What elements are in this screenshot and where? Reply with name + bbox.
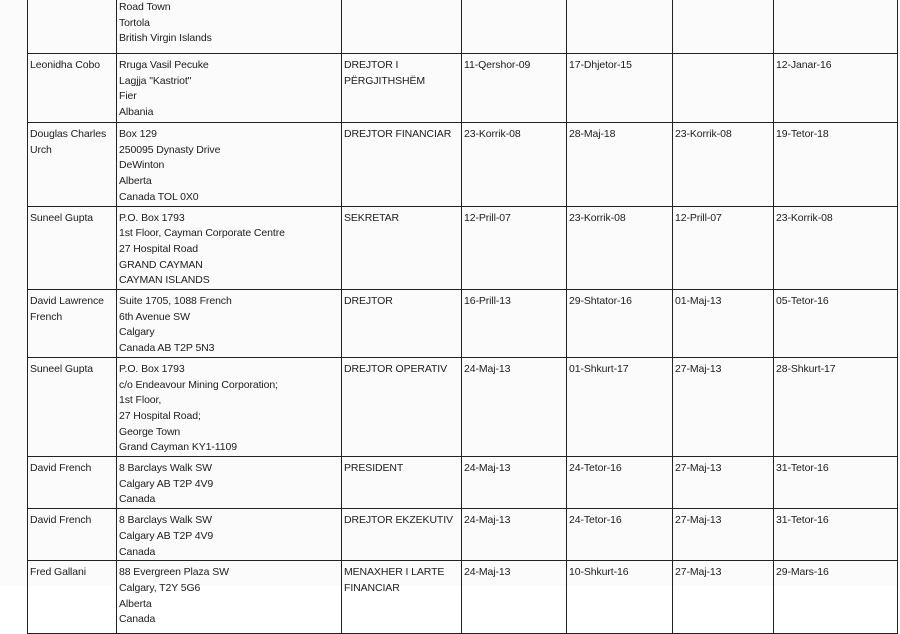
address-cell-line: Calgary <box>119 326 155 339</box>
position-cell-line: DREJTOR OPERATIV <box>344 362 448 375</box>
position-cell <box>342 0 462 54</box>
officer-name-cell-line: David French <box>30 462 92 475</box>
date-cell-4 <box>774 457 898 509</box>
officer-name-cell-line: Leonidha Cobo <box>30 59 100 71</box>
address-cell-line: 1st Floor, Cayman Corporate Centre <box>119 227 285 240</box>
address-cell-line: P.O. Box 1793 <box>119 362 185 375</box>
address-cell <box>117 509 342 561</box>
address-cell-line: Canada <box>119 493 156 506</box>
date-cell-1 <box>462 123 567 207</box>
date-cell-1-text: 23-Korrik-08 <box>464 128 521 140</box>
date-cell-4-text: 31-Tetor-16 <box>776 514 829 527</box>
address-cell-line: CAYMAN ISLANDS <box>119 274 210 287</box>
officer-name-cell-line: Douglas Charles <box>30 128 107 140</box>
address-cell-line: Albania <box>119 106 154 119</box>
date-cell-3 <box>673 509 774 561</box>
date-cell-4-text: 19-Tetor-18 <box>776 128 829 140</box>
date-cell-4 <box>774 0 898 54</box>
officer-name-cell <box>28 206 117 290</box>
date-cell-2 <box>567 357 673 456</box>
position-cell-line: MENAXHER I LARTE <box>344 566 445 579</box>
date-cell-3 <box>673 357 774 456</box>
date-cell-1-text: 24-Maj-13 <box>464 514 511 527</box>
address-cell-line: Grand Cayman KY1-1109 <box>119 441 237 454</box>
officers-table <box>27 0 898 634</box>
address-cell <box>117 206 342 290</box>
date-cell-4-text: 05-Tetor-16 <box>776 295 829 308</box>
address-cell-line: GRAND CAYMAN <box>119 258 203 271</box>
position-cell <box>342 357 462 456</box>
date-cell-3 <box>673 0 774 54</box>
officers-table-body <box>28 0 898 634</box>
table-row <box>28 290 898 358</box>
date-cell-4-text: 31-Tetor-16 <box>776 462 829 475</box>
date-cell-2 <box>567 509 673 561</box>
date-cell-1-text: 24-Maj-13 <box>464 462 511 475</box>
date-cell-1-text: 24-Maj-13 <box>464 566 511 579</box>
address-cell-line: P.O. Box 1793 <box>119 211 185 224</box>
officer-name-cell-line: Suneel Gupta <box>30 211 94 224</box>
date-cell-4 <box>774 509 898 561</box>
date-cell-3 <box>673 206 774 290</box>
date-cell-3 <box>673 123 774 207</box>
date-cell-1-text: 24-Maj-13 <box>464 362 511 375</box>
date-cell-4 <box>774 206 898 290</box>
position-cell <box>342 457 462 509</box>
table-row <box>28 509 898 561</box>
date-cell-3 <box>673 561 774 634</box>
date-cell-2-text: 24-Tetor-16 <box>569 514 622 527</box>
date-cell-2 <box>567 561 673 634</box>
address-cell <box>117 357 342 456</box>
address-cell <box>117 561 342 634</box>
address-cell-line: Canada <box>119 545 156 558</box>
date-cell-2 <box>567 290 673 358</box>
officer-name-cell <box>28 290 117 358</box>
address-cell-line: Lagjja "Kastriot" <box>119 74 192 87</box>
address-cell-line: Rruga Vasil Pecuke <box>119 59 209 71</box>
table-row <box>28 457 898 509</box>
address-cell <box>117 457 342 509</box>
date-cell-4 <box>774 357 898 456</box>
date-cell-2-text: 28-Maj-18 <box>569 128 616 140</box>
address-cell-line: Alberta <box>119 175 152 188</box>
address-cell-line: 250095 Dynasty Drive <box>119 143 221 156</box>
date-cell-2 <box>567 457 673 509</box>
date-cell-2 <box>567 0 673 54</box>
date-cell-2-text: 01-Shkurt-17 <box>569 362 629 375</box>
date-cell-3 <box>673 290 774 358</box>
officer-name-cell-line: David French <box>30 514 92 527</box>
date-cell-3-text: 27-Maj-13 <box>675 566 722 579</box>
date-cell-3-text: 27-Maj-13 <box>675 362 722 375</box>
address-cell <box>117 0 342 54</box>
address-cell-line: 6th Avenue SW <box>119 310 190 323</box>
date-cell-4-text: 29-Mars-16 <box>776 566 829 579</box>
date-cell-1 <box>462 457 567 509</box>
table-row <box>28 123 898 207</box>
address-cell-line: 27 Hospital Road <box>119 242 198 255</box>
address-cell-line: 8 Barclays Walk SW <box>119 462 212 475</box>
officer-name-cell <box>28 54 117 123</box>
date-cell-3-text: 23-Korrik-08 <box>675 128 732 140</box>
officer-name-cell <box>28 123 117 207</box>
address-cell-line: Tortola <box>119 16 150 29</box>
date-cell-4 <box>774 54 898 123</box>
date-cell-2-text: 17-Dhjetor-15 <box>569 59 632 71</box>
date-cell-4-text: 28-Shkurt-17 <box>776 362 836 375</box>
officer-name-cell <box>28 0 117 54</box>
position-cell-line: DREJTOR I <box>344 59 399 71</box>
date-cell-1 <box>462 290 567 358</box>
address-cell-line: Canada TOL 0X0 <box>119 190 199 203</box>
address-cell-line: 27 Hospital Road; <box>119 409 201 422</box>
address-cell-line: Calgary, T2Y 5G6 <box>119 581 201 594</box>
position-cell <box>342 509 462 561</box>
address-cell-line: British Virgin Islands <box>119 32 212 45</box>
officer-name-cell-line: French <box>30 310 63 323</box>
date-cell-3-text: 12-Prill-07 <box>675 211 722 224</box>
date-cell-2 <box>567 123 673 207</box>
date-cell-4 <box>774 290 898 358</box>
officer-name-cell-line: Fred Gallani <box>30 566 86 579</box>
address-cell-line: Suite 1705, 1088 French <box>119 295 232 308</box>
date-cell-4 <box>774 561 898 634</box>
position-cell-line: DREJTOR EKZEKUTIV <box>344 514 453 527</box>
date-cell-1 <box>462 357 567 456</box>
address-cell <box>117 290 342 358</box>
address-cell-line: DeWinton <box>119 159 165 172</box>
officer-name-cell-line: David Lawrence <box>30 295 104 308</box>
date-cell-3 <box>673 54 774 123</box>
table-row <box>28 561 898 634</box>
address-cell-line: 1st Floor, <box>119 394 162 407</box>
address-cell-line: Calgary AB T2P 4V9 <box>119 529 214 542</box>
address-cell-line: Alberta <box>119 597 152 610</box>
table-row <box>28 54 898 123</box>
address-cell <box>117 54 342 123</box>
address-cell-line: Canada AB T2P 5N3 <box>119 342 215 355</box>
date-cell-1-text: 12-Prill-07 <box>464 211 511 224</box>
officer-name-cell <box>28 457 117 509</box>
position-cell-line: DREJTOR <box>344 295 393 308</box>
date-cell-2-text: 24-Tetor-16 <box>569 462 622 475</box>
address-cell-line: 8 Barclays Walk SW <box>119 514 212 527</box>
date-cell-1-text: 16-Prill-13 <box>464 295 511 308</box>
position-cell <box>342 206 462 290</box>
position-cell <box>342 123 462 207</box>
date-cell-3-text: 27-Maj-13 <box>675 514 722 527</box>
date-cell-4 <box>774 123 898 207</box>
position-cell <box>342 290 462 358</box>
date-cell-3-text: 27-Maj-13 <box>675 462 722 475</box>
address-cell-line: Canada <box>119 613 156 626</box>
position-cell-line: PËRGJITHSHËM <box>344 74 426 87</box>
table-row <box>28 206 898 290</box>
date-cell-1 <box>462 54 567 123</box>
date-cell-2 <box>567 206 673 290</box>
date-cell-2-text: 23-Korrik-08 <box>569 211 626 224</box>
table-row <box>28 357 898 456</box>
address-cell <box>117 123 342 207</box>
date-cell-1-text: 11-Qershor-09 <box>464 59 531 71</box>
position-cell-line: PRESIDENT <box>344 462 404 475</box>
address-cell-line: Calgary AB T2P 4V9 <box>119 477 214 490</box>
date-cell-4-text: 12-Janar-16 <box>776 59 832 71</box>
date-cell-1 <box>462 0 567 54</box>
position-cell-line: DREJTOR FINANCIAR <box>344 128 452 140</box>
officer-name-cell-line: Urch <box>30 143 52 156</box>
officer-name-cell-line: Suneel Gupta <box>30 362 94 375</box>
address-cell-line: Road Town <box>119 1 171 13</box>
date-cell-3 <box>673 457 774 509</box>
date-cell-1 <box>462 206 567 290</box>
officer-name-cell <box>28 509 117 561</box>
date-cell-1 <box>462 509 567 561</box>
date-cell-2-text: 29-Shtator-16 <box>569 295 632 308</box>
officer-name-cell <box>28 357 117 456</box>
address-cell-line: 88 Evergreen Plaza SW <box>119 566 229 579</box>
position-cell-line: FINANCIAR <box>344 581 400 594</box>
position-cell-line: SEKRETAR <box>344 211 400 224</box>
date-cell-4-text: 23-Korrik-08 <box>776 211 833 224</box>
officer-name-cell <box>28 561 117 634</box>
date-cell-1 <box>462 561 567 634</box>
date-cell-2 <box>567 54 673 123</box>
date-cell-3-text: 01-Maj-13 <box>675 295 722 308</box>
table-row <box>28 0 898 54</box>
position-cell <box>342 54 462 123</box>
address-cell-line: Box 129 <box>119 128 157 140</box>
address-cell-line: c/o Endeavour Mining Corporation; <box>119 378 278 391</box>
date-cell-2-text: 10-Shkurt-16 <box>569 566 629 579</box>
position-cell <box>342 561 462 634</box>
address-cell-line: George Town <box>119 425 181 438</box>
address-cell-line: Fier <box>119 90 137 103</box>
